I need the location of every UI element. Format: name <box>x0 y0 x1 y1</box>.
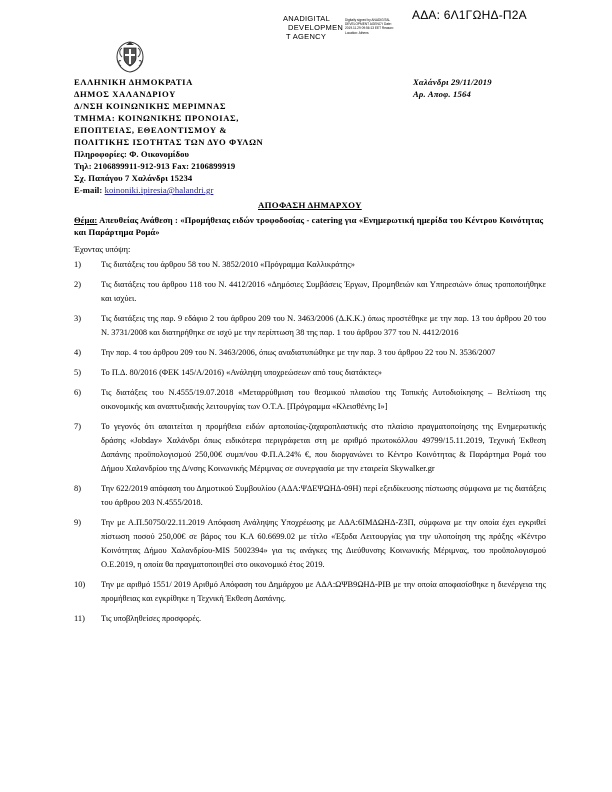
list-item <box>74 278 546 306</box>
header-line: ΠΟΛΙΤΙΚΗΣ ΙΣΟΤΗΤΑΣ ΤΩΝ ΔΥΟ ΦΥΛΩΝ <box>74 137 264 147</box>
list-item <box>74 312 546 340</box>
list-item <box>74 366 546 380</box>
item-text: Το Π.Δ. 80/2016 (ΦΕΚ 145/Α/2016) «Ανάληψη υποχρεώσεων από τους διατάκτες» <box>101 368 382 377</box>
stamp-title-line: T AGENCY <box>286 32 327 41</box>
digital-signature-stamp <box>283 14 408 54</box>
subject-label: Θέμα: <box>74 215 98 225</box>
list-item <box>74 578 546 606</box>
item-number: 5) <box>74 368 81 377</box>
document-meta <box>413 76 492 100</box>
item-text: Την 622/2019 απόφαση του Δημοτικού Συμβουλίου (ΑΔΑ:ΨΔΕΨΩΗΔ-09Η) περί εξειδίκευσης πίστωσης σύμφωνα με τις διατάξεις του άρθρου 203 Ν.4555/2018. <box>101 484 546 507</box>
item-number: 6) <box>74 388 81 397</box>
item-number: 3) <box>74 314 81 323</box>
item-number: 1) <box>74 260 81 269</box>
item-number: 11) <box>74 614 85 623</box>
document-date: Χαλάνδρι 29/11/2019 <box>413 77 492 87</box>
list-item <box>74 386 546 414</box>
item-text: Τις διατάξεις του άρθρου 118 του Ν. 4412/2016 «Δημόσιες Συμβάσεις Έργων, Προμηθειών και Υπηρεσιών» όπως τροποποιήθηκε και ισχύει. <box>101 280 546 303</box>
item-text: Τις διατάξεις του άρθρου 58 του Ν. 3852/2010 «Πρόγραμμα Καλλικράτης» <box>101 260 355 269</box>
intro-text: Έχοντας υπόψη: <box>74 244 131 254</box>
issuer-header <box>74 76 263 196</box>
header-line: ΤΜΗΜΑ: ΚΟΙΝΩΝΙΚΗΣ ΠΡΟΝΟΙΑΣ, <box>74 113 239 123</box>
document-title: ΑΠΟΦΑΣΗ ΔΗΜΑΡΧΟΥ <box>258 200 362 210</box>
item-number: 2) <box>74 280 81 289</box>
header-line: Δ/ΝΣΗ ΚΟΙΝΩΝΙΚΗΣ ΜΕΡΙΜΝΑΣ <box>74 101 227 111</box>
item-text: Την με Α.Π.50750/22.11.2019 Απόφαση Ανάληψης Υποχρέωσης με ΑΔΑ:6ΙΜΔΩΗΔ-Ζ3Π, σύμφωνα με την οποία έχει εγκριθεί πίστωση ποσού 250,00€ σε βάρος του Κ.Α 60.6699.02 με τίτλο «Έξοδα Λειτουργίας για την υλοποίηση της πράξης «Κέντρο Κοινότητας Δήμου Χαλανδρίου-MIS 5002394» για τις ανάγκες της Διεύθυνσης Κοινωνικής Μέριμνας, του προϋπολογισμού Ο.Ε.2019, η οποία θα πραγματοποιηθεί στο οικονομικό έτος 2019. <box>101 518 546 569</box>
item-text: Τις διατάξεις του Ν.4555/19.07.2018 «Μεταρρύθμιση του θεσμικού πλαισίου της Τοπικής Αυτοδιοίκησης – Βελτίωση της οικονομικής και αναπτυξιακής λειτουργίας των Ο.Τ.Α. [Πρόγραμμα «Κλεισθένης Ι»] <box>101 388 546 411</box>
item-number: 7) <box>74 422 81 431</box>
item-number: 8) <box>74 484 81 493</box>
considerations-list <box>74 258 546 632</box>
contact-person: Πληροφορίες: Φ. Οικονομίδου <box>74 149 190 159</box>
item-text: Την με αριθμό 1551/ 2019 Αριθμό Απόφαση του Δημάρχου με ΑΔΑ:ΩΨΒ9ΩΗΔ-ΡΙΒ με την οποία αποφασίσθηκε η διενέργεια της προμήθειας και εγκρίθηκε η Τεχνική Έκθεση Δαπάνης. <box>101 580 546 603</box>
email-line <box>74 184 263 196</box>
list-item <box>74 516 546 572</box>
email-link[interactable]: koinoniki.ipiresia@halandri.gr <box>104 185 214 195</box>
list-item <box>74 346 546 360</box>
item-text: Την παρ. 4 του άρθρου 209 του Ν. 3463/2006, όπως αναδιατυπώθηκε με την παρ. 3 του άρθρου 22 του Ν. 3536/2007 <box>101 348 496 357</box>
stamp-fine-print: Digitally signed by ANADIGITAL DEVELOPMENT AGENCY Date: 2019.11.29 09:56:13 EET Reason: Location: Athens <box>345 18 394 35</box>
item-number: 10) <box>74 580 86 589</box>
header-line: ΕΠΟΠΤΕΙΑΣ, ΕΘΕΛΟΝΤΙΣΜΟΥ & <box>74 125 228 135</box>
subject <box>74 214 544 238</box>
greek-emblem-icon <box>113 40 147 74</box>
item-number: 9) <box>74 518 81 527</box>
list-item <box>74 612 546 626</box>
list-item <box>74 258 546 272</box>
ada-code: ΑΔΑ: 6Λ1ΓΩΗΔ-Π2Α <box>412 8 527 22</box>
item-text: Τις υποβληθείσες προσφορές. <box>101 614 202 623</box>
list-item <box>74 482 546 510</box>
email-label: E-mail: <box>74 185 103 195</box>
stamp-title-line: DEVELOPMEN <box>288 23 344 32</box>
address: Σχ. Παπάγου 7 Χαλάνδρι 15234 <box>74 173 193 183</box>
list-item <box>74 420 546 476</box>
subject-text: Απευθείας Ανάθεση : «Προμήθειας ειδών τροφοδοσίας - catering για «Ενημερωτική ημερίδα του Κέντρου Κοινότητας και Παράρτημα Ρομά» <box>74 215 544 237</box>
header-line: ΕΛΛΗΝΙΚΗ ΔΗΜΟΚΡΑΤΙΑ <box>74 77 193 87</box>
item-text: Το γεγονός ότι απαιτείται η προμήθεια ειδών αρτοποιίας-ζαχαροπλαστικής στο πλαίσιο πραγματοποίησης της Ενημερωτικής δράσης «Jobday» Χαλάνδρι όπως ειδικότερα περιγράφεται στη με αριθμό πρωτοκόλλου 49799/15.11.2019, Τεχνική Έκθεση Δαπάνης προϋπολογισμού 250,00€ συμπ/νου Φ.Π.Α.24% €, που διοργανώνει το Κέντρο Κοινότητας & Παράρτημα Ρομά του Δήμου Χαλανδρίου της Δ/νσης Κοινωνικής Μέριμνας σε συνεργασία με την εταιρεία Skywalker.gr <box>101 422 546 473</box>
item-number: 4) <box>74 348 81 357</box>
stamp-title <box>283 14 343 41</box>
phone-fax: Τηλ: 2106899911-912-913 Fax: 2106899919 <box>74 161 236 171</box>
decision-number: Αρ. Αποφ. 1564 <box>413 89 472 99</box>
item-text: Τις διατάξεις της παρ. 9 εδάφιο 2 του άρθρου 209 του Ν. 3463/2006 (Δ.Κ.Κ.) όπως προστέθηκε με την παρ. 13 του άρθρου 20 του Ν. 3731/2008 και διατηρήθηκε σε ισχύ με την περίπτωση 38 της παρ. 1 του άρθρου 377 του Ν. 4412/2016 <box>101 314 546 337</box>
stamp-title-line: ANADIGITAL <box>283 14 331 23</box>
header-line: ΔΗΜΟΣ ΧΑΛΑΝΔΡΙΟΥ <box>74 89 176 99</box>
